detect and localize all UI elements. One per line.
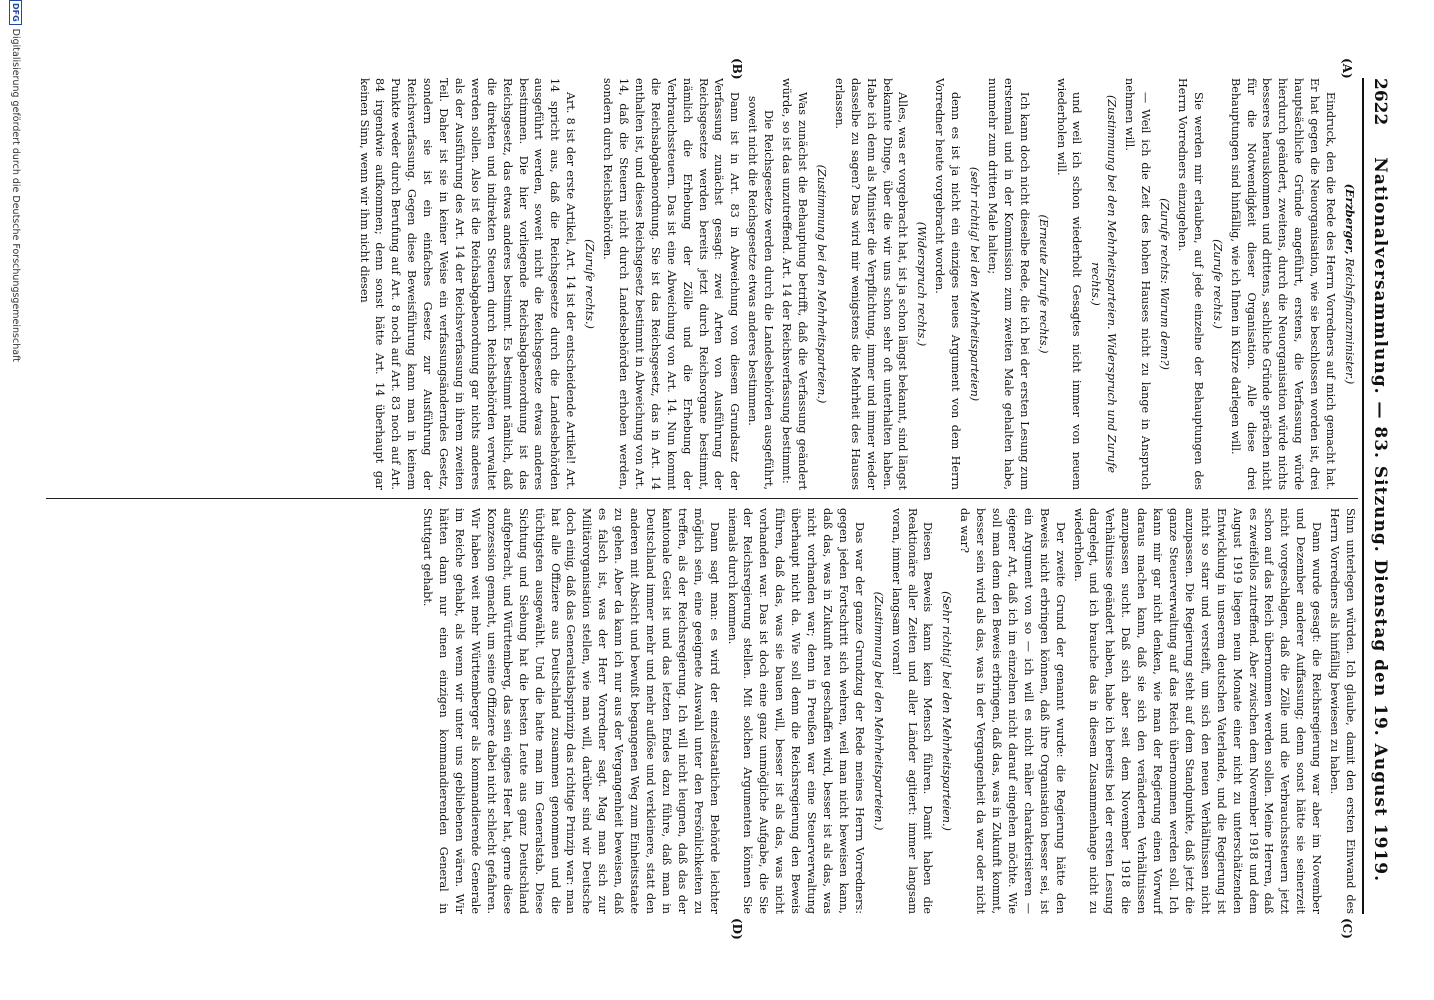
speaker-name: (Erzberger, (1343, 183, 1357, 255)
quoted-article: Die Reichsgesetze werden durch die Landesbehörden ausgeführt, soweit nicht die Reichsgesetze etwas anderes bestimmen. (746, 96, 776, 490)
header-rule (1362, 78, 1364, 914)
speech-paragraph: Sinn unterlegen würden. Ich glaube, damit den ersten Einwand des Herrn Vorredners als hinfällig bewiesen zu haben. (1328, 508, 1357, 914)
speech-paragraph: denn es ist ja nicht ein einziges neues Argument von dem Herrn Vorredner heute vorgebracht worden. (933, 78, 963, 490)
page-title: Nationalversammlung. — 83. Sitzung. Dienstag den 19. August 1919. (1370, 157, 1390, 883)
margin-marker-d: (D) (730, 918, 744, 940)
speech-paragraph: Dann sagt man: es wird der einzelstaatlichen Behörde leichter möglich sein, eine geeignete Auswahl unter den Persönlichkeiten zu treffen, als der Reichsregierung. Ich will nicht leugnen, daß das der kantonale Geist ist und das letzten Endes dazu führe, daß man in Deutschland immer mehr und mehr auflöse und verkleinere, statt den anderen mit Absicht und bewußt begangenen Weg zum Einheitsstaate zu gehen. Aber da kann ich nur aus der Vergangenheit beweisen, daß es falsch ist, was der Herr Vorredner sagt. Mag man sich zur Militärorganisation stellen, wie man will, darüber sind wir Deutsche doch einig, daß das Generalstabsprinzip das richtige Prinzip war: man hat alle Offiziere aus Deutschland zusammen genommen und die tüchtigsten ausgewählt. Und die hatte man im Generalstab. Diese Sichtung und Siebung hat die besten Leute aus ganz Deutschland aufgebracht, und Württemberg, das sein eignes Heer hat, gerne diese Konzession gemacht, um seine Offiziere dabei nicht schlecht gefahren. Wir haben weit mehr Württemberger als kommandierende Generale im Reiche gehabt, als wenn wir unter uns gebliebenen wären. Wir hätten dann nur einen einzigen kommandierenden General in Stuttgart gehabt. (421, 508, 721, 914)
speech-paragraph: Was zunächst die Behauptung betrifft, daß die Verfassung geändert würde, so ist das unzutreffend. Art. 14 der Reichsverfassung bestimmt: (780, 78, 809, 490)
speech-paragraph: Dann wurde gesagt: die Reichsregierung war aber im November und Dezember anderer Auffassung; denn sonst hätte sie seinerzeit nicht vorgeschlagen, daß die Zölle und die Verbrauchssteuern jetzt schon auf das Reich übernommen werden sollen. Meine Herren, daß es zweifellos zutreffend. Aber zwischen dem November 1918 und dem August 1919 liegen neun Monate einer nicht zu unterschätzenden Entwicklung in unserem deutschen Vaterlande, und die Regierung ist nicht so starr und versteift, um sich den neuen Verhältnissen nicht anzupassen. Die Regierung steht auf dem Standpunkte, daß jetzt die ganze Steuerverwaltung auf das Reich übernommen werden soll. Ich kann mir gar nicht denken, wie man der Regierung einen Vorwurf daraus machen kann, daß sie sich den veränderten Verhältnissen anzupassen sucht. Daß sich aber seit dem November 1918 die Verhältnisse geändert haben, habe ich bereits bei der ersten Lesung dargelegt, und ich brauche das in diesem Zusammenhange nicht zu wiederholen. (1071, 508, 1324, 914)
speech-paragraph: — Weil ich die Zeit des hohen Hauses nicht zu lange in Anspruch nehmen will. (1123, 78, 1153, 490)
column-divider (46, 498, 1358, 499)
left-column (46, 78, 1358, 490)
credit-text: Digitalisierung gefördert durch die Deutsche Forschungsgemeinschaft (10, 28, 22, 362)
speech-paragraph: Art. 8 ist der erste Artikel, Art. 14 ist der entscheidende Artikel! Art. 14 spricht aus, daß die Reichsgesetze durch die Landesbehörden ausgeführt werden, soweit nicht die Reichsgesetze etwas anderes bestimmen. Die hier vorliegende Reichsabgabenordnung ist das Reichsgesetz, das etwas anderes bestimmt. Es bestimmt nämlich, daß die direkten und indirekten Steuern durch Reichsbehörden verwaltet werden sollen. Also ist die Reichsabgabenordnung gar nichts anderes als der Ausführung des Art. 14 der Reichsverfassung in ihrem zweiten Teil. Daher ist sie in keiner Weise ein verfassungsänderndes Gesetz, sondern sie ist ein einfaches Gesetz zur Ausführung der Reichsverfassung. Gegen diese Beweisführung kann man in keinem Punkte weder durch Berufung auf Art. 8 noch auf Art. 83 noch auf Art. 84 irgendwie aufkommen; denn sonst hätte Art. 14 überhaupt gar keinen Sinn, wenn wir ihm nicht diesen (357, 78, 578, 490)
speaker-role: Reichsfinanzminister.) (1343, 258, 1356, 385)
speech-paragraph: und weil ich schon wiederholt Gesagtes nicht immer von neuem wiederholen will. (1054, 78, 1084, 490)
margin-marker-a: (A) (1340, 58, 1354, 79)
speech-paragraph: Dann ist in Art. 83 in Abweichung von diesem Grundsatz der Verfassung zunächst gesagt: zwei Arten von Ausführung der Reichsgesetze werden bereits jetzt durch Reichsorgane bestimmt, nämlich die Erhebung der Zölle und die Erhebung der Verbrauchssteuern. Das ist eine Abweichung von Art. 14. Nun kommt die Reichsabgabenordnung. Sie ist das Reichsgesetz, das in Art. 14 enthalten ist, und dieses Reichsgesetz bestimmt in Abweichung von Art. 14, daß die Steuern nicht durch Landesbehörden erhoben werden, sondern durch Reichsbehörden. (601, 78, 742, 490)
speech-paragraph: Alles, was er vorgebracht hat, ist ja schon längst bekannt, sind längst bekannte Dinge, über die wir uns schon sehr oft unterhalten haben. Habe ich denn als Minister die Verpflichtung, immer und immer wieder dasselbe zu sagen? Das wird mir wenigstens die Mehrheit des Hauses erlassen. (832, 78, 910, 490)
interjection-note: (Zustimmung bei den Mehrheitsparteien.) (814, 164, 828, 404)
interjection-note: (Sehr richtig! bei den Mehrheitsparteien.) (940, 591, 954, 831)
margin-marker-b: (B) (730, 58, 744, 80)
speech-paragraph: Der zweite Grund der genannt wurde: die Regierung hätte den Beweis nicht erbringen können, daß ihre Organisation besser sei, ist ein Argument von so — ich will es nicht näher charakterisieren — eigener Art, daß ich im einzelnen nicht darauf eingehen möchte. Wie soll man denn den Beweis erbringen, daß das, was in Zukunft kommt, besser sein wird als das, was in der Vergangenheit da war oder nicht da war? (958, 508, 1067, 914)
interjection-note: (Zurufe rechts.) (583, 239, 597, 329)
dfg-logo-icon: DFG (10, 0, 23, 25)
page-number: 2622 (1370, 78, 1390, 126)
interjection-note: (sehr richtig! bei den Mehrheitsparteien) (968, 166, 982, 402)
interjection-note: (Widerspruch rechts.) (915, 221, 929, 347)
speech-paragraph: Sie werden mir erlauben, auf jede einzelne der Behauptungen des Herrn Vorredners einzugehen. (1175, 78, 1205, 490)
interjection-note: (Erneute Zurufe rechts.) (1036, 214, 1050, 354)
right-column (46, 508, 1358, 914)
margin-marker-c: (C) (1340, 918, 1354, 939)
speech-paragraph: Das war der ganze Grundzug der Rede meines Herrn Vorredners: gegen jeden Fortschritt sich wehren, weil man nicht beweisen kann, daß das, was in Zukunft neu geschaffen wird, besser ist als das, was nicht vorhanden war; denn in Preußen war eine Steuerverwaltung überhaupt nicht da. Wie soll denn die Reichsregierung den Beweis führen, daß das, was sie bauen will, besser ist als das, was nicht vorhanden war. Das ist doch eine ganz unmögliche Aufgabe, die Sie der Reichsregierung stellen. Mit solchen Argumenten können Sie niemals durch kommen. (725, 508, 866, 914)
speaker-line (1341, 78, 1357, 490)
interjection-note: (Zustimmung bei den Mehrheitsparteien. Widerspruch und Zurufe rechts.) (1089, 95, 1119, 473)
interjection-note: (Zurufe rechts: Warum denn?) (1158, 198, 1172, 370)
page-header (1366, 78, 1394, 914)
speech-paragraph: Eindruck, den die Rede des Herrn Vorredners auf mich gemacht hat. Er hat gegen die Neuorganisation, wie sie beschlossen worden ist, drei hauptsächliche Gründe angeführt, erstens, die Verfassung würde hierdurch geändert, zweitens, durch die Neuorganisation würde nichts besseres herauskommen und drittens, sachliche Gründe sprächen nicht für die Notwendigkeit dieser Organisation. Alle diese drei Behauptungen sind hinfällig, wie ich Ihnen in Kürze darlegen will. (1228, 78, 1338, 490)
speech-paragraph: Diesen Beweis kann kein Mensch führen. Damit haben die Reaktionäre aller Zeiten und aller Länder agitiert: immer langsam voran, immer langsam voran! (889, 508, 935, 914)
interjection-note: (Zustimmung bei den Mehrheitsparteien.) (871, 591, 885, 831)
digitization-credit (6, 0, 26, 1000)
speech-paragraph: Ich kann doch nicht dieselbe Rede, die ich bei der ersten Lesung zum erstenmal und in der Kommission zum zweiten Male gehalten habe, nunmehr zum dritten Male halten; (985, 78, 1031, 490)
interjection-note: (Zurufe rechts.) (1210, 239, 1224, 329)
